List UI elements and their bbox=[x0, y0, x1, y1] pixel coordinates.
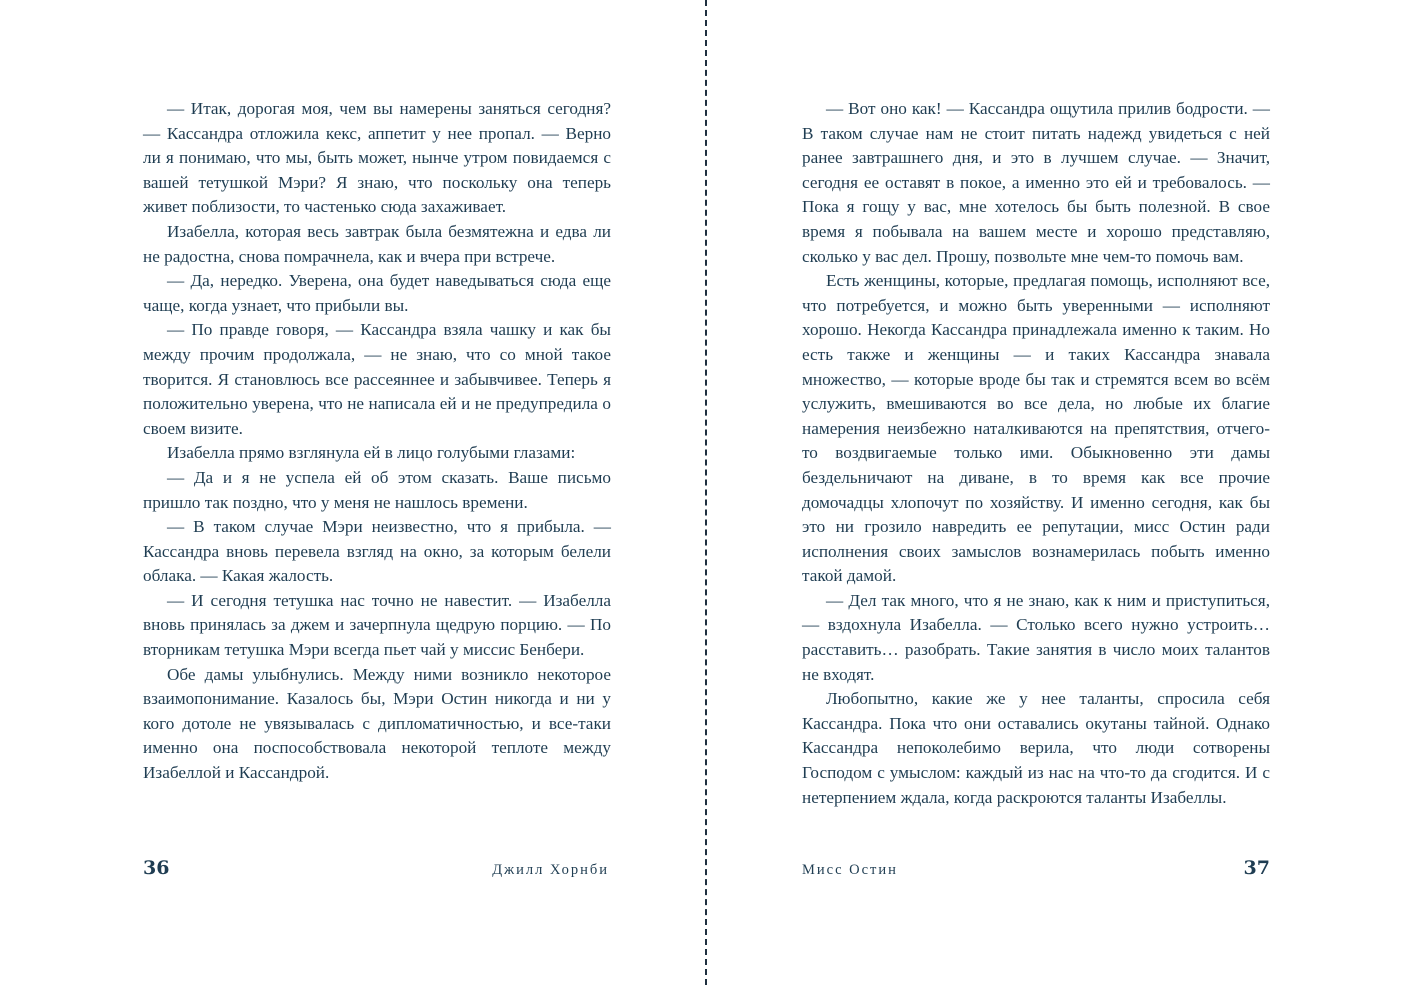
running-head-title: Мисс Остин bbox=[802, 862, 898, 878]
paragraph: Есть женщины, которые, предлагая помощь, исполняют все, что потребуется, и можно быть уверенными — исполняют хорошо. Некогда Кассандра принадлежала именно к таким. Но есть также и женщины — и таких Кассандра знавала множество, — которые вроде бы так и стремятся всем во всём услужить, вмешиваются во все дела, но любые их благие намерения неизбежно наталкиваются на препятствия, отчего-то воздвигаемые только ими. Обыкновенно эти дамы бездельничают на диване, в то время как все прочие домочадцы хлопочут по хозяйству. И именно сегодня, как бы это ни грозило навредить ее репутации, мисс Остин ради исполнения своих замыслов вознамерилась побыть именно такой дамой. bbox=[802, 271, 1270, 586]
right-page-text bbox=[802, 97, 1270, 810]
left-page-footer bbox=[143, 857, 609, 887]
left-page bbox=[143, 97, 611, 786]
paragraph: — В таком случае Мэри неизвестно, что я прибыла. — Кассандра вновь перевела взгляд на окно, за которым белели облака. — Какая жалость. bbox=[143, 517, 611, 586]
paragraph: — Итак, дорогая моя, чем вы намерены заняться сегодня? — Кассандра отложила кекс, аппетит у нее пропал. — Верно ли я понимаю, что мы, быть может, нынче утром повидаемся с вашей тетушкой Мэри? Я знаю, что поскольку она теперь живет поблизости, то частенько сюда захаживает. bbox=[143, 99, 611, 217]
page-number: 36 bbox=[143, 857, 170, 879]
paragraph: Изабелла прямо взглянула ей в лицо голубыми глазами: bbox=[167, 443, 576, 463]
paragraph: — Да и я не успела ей об этом сказать. Ваше письмо пришло так поздно, что у меня не нашлось времени. bbox=[143, 467, 611, 512]
paragraph: Обе дамы улыбнулись. Между ними возникло некоторое взаимопонимание. Казалось бы, Мэри Остин никогда и ни у кого дотоле не увязывалась с дипломатичностью, и все-таки именно она поспособствовала некоторой теплоте между Изабеллой и Кассандрой. bbox=[143, 664, 611, 783]
page-number: 37 bbox=[1243, 857, 1270, 879]
paragraph: — Вот оно как! — Кассандра ощутила прилив бодрости. — В таком случае нам не стоит питать надежд увидеться с ней ранее завтрашнего дня, и это в лучшем случае. — Значит, сегодня ее оставят в покое, а именно это ей и требовалось. — Пока я гощу у вас, мне хотелось бы быть полезной. В свое время я побывала на вашем месте и хорошо представляю, сколько у вас дел. Прошу, позвольте мне чем-то помочь вам. bbox=[802, 99, 1270, 266]
right-page-footer bbox=[802, 857, 1270, 887]
paragraph: Любопытно, какие же у нее таланты, спросила себя Кассандра. Пока что они оставались окутаны тайной. Однако Кассандра непоколебимо верила, что люди сотворены Господом с умыслом: каждый из нас на что-то да сгодится. И с нетерпением ждала, когда раскроются таланты Изабеллы. bbox=[802, 689, 1270, 807]
paragraph: Изабелла, которая весь завтрак была безмятежна и едва ли не радостна, снова помрачнела, как и вчера при встрече. bbox=[143, 221, 611, 266]
running-head-author: Джилл Хорнби bbox=[492, 862, 609, 878]
page-gutter-divider bbox=[705, 0, 707, 985]
paragraph: — Дел так много, что я не знаю, как к ним и приступиться, — вздохнула Изабелла. — Столько всего нужно устроить… расставить… разобрать. Такие занятия в число моих талантов не входят. bbox=[802, 590, 1270, 684]
left-page-text bbox=[143, 97, 611, 786]
paragraph: — Да, нередко. Уверена, она будет наведываться сюда еще чаще, когда узнает, что прибыли вы. bbox=[143, 271, 611, 315]
paragraph: — И сегодня тетушка нас точно не навестит. — Изабелла вновь принялась за джем и зачерпнула щедрую порцию. — По вторникам тетушка Мэри всегда пьет чай у миссис Бенбери. bbox=[143, 590, 611, 660]
paragraph: — По правде говоря, — Кассандра взяла чашку и как бы между прочим продолжала, — не знаю, что со мной такое творится. Я становлюсь все рассеяннее и забывчивее. Теперь я положительно уверена, что не написала ей и не предупредила о своем визите. bbox=[143, 320, 611, 438]
right-page bbox=[802, 97, 1270, 810]
